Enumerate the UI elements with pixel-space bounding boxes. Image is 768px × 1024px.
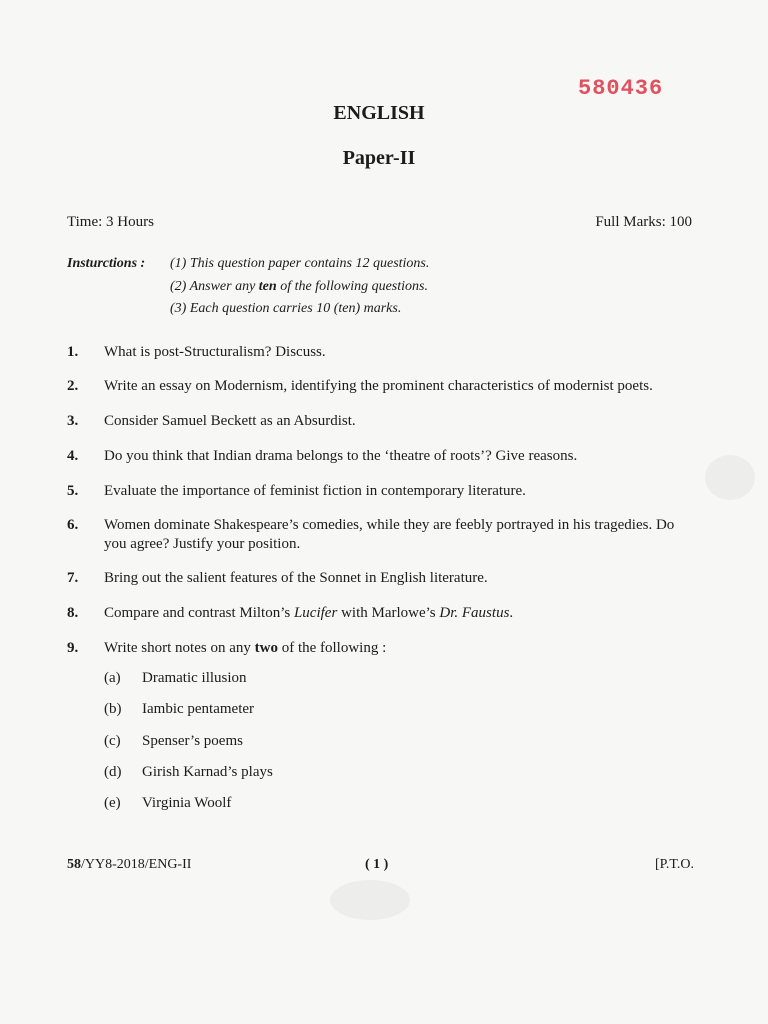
instruction-item: (3) Each question carries 10 (ten) marks. <box>170 301 402 316</box>
serial-number: 580436 <box>578 76 664 101</box>
question-number: 5. <box>67 483 79 499</box>
subitem-d: (d) Girish Karnad’s plays <box>104 764 273 780</box>
question-text: Consider Samuel Beckett as an Absurdist. <box>104 413 356 429</box>
page-number: ( 1 ) <box>365 857 389 872</box>
question-5 <box>67 482 697 501</box>
question-4 <box>67 447 697 466</box>
question-text: Bring out the salient features of the Sonnet in English literature. <box>104 570 488 586</box>
question-number: 8. <box>67 605 79 621</box>
question-number: 1. <box>67 344 79 360</box>
question-number: 3. <box>67 413 79 429</box>
paper-code: 58/YY8-2018/ENG-II <box>67 857 192 872</box>
question-3 <box>67 412 697 431</box>
paper-smudge <box>705 455 755 500</box>
subitem-b: (b) Iambic pentameter <box>104 701 255 717</box>
question-text: Women dominate Shakespeare’s comedies, while they are feebly portrayed in his tragedies. Do you agree? Justify your position. <box>104 517 675 552</box>
instruction-item: (2) Answer any ten of the following questions. <box>170 279 428 294</box>
instructions-label: Insturctions : <box>67 256 146 271</box>
question-8 <box>67 604 697 623</box>
subitem-e: (e) Virginia Woolf <box>104 795 232 811</box>
question-9 <box>67 639 697 658</box>
question-text: Write short notes on any two of the following : <box>104 640 387 656</box>
question-1 <box>67 343 697 362</box>
subject-title: ENGLISH <box>333 102 425 124</box>
time-allowed: Time: 3 Hours <box>67 214 154 230</box>
subitem-c: (c) Spenser’s poems <box>104 733 243 749</box>
question-text: Evaluate the importance of feminist fiction in contemporary literature. <box>104 483 526 499</box>
paper-title: Paper-II <box>342 147 416 169</box>
question-number: 4. <box>67 448 79 464</box>
please-turn-over: [P.T.O. <box>654 857 694 872</box>
question-number: 2. <box>67 378 79 394</box>
question-text: Do you think that Indian drama belongs to the ‘theatre of roots’? Give reasons. <box>104 448 578 464</box>
question-7 <box>67 569 697 588</box>
question-text: Compare and contrast Milton’s Lucifer with Marlowe’s Dr. Faustus. <box>104 605 514 621</box>
question-number: 7. <box>67 570 79 586</box>
instruction-item: (1) This question paper contains 12 questions. <box>170 256 430 271</box>
question-text: What is post-Structuralism? Discuss. <box>104 344 326 360</box>
subitem-a: (a) Dramatic illusion <box>104 670 247 686</box>
question-number: 9. <box>67 640 79 656</box>
paper-smudge <box>330 880 410 920</box>
question-6 <box>67 516 697 554</box>
question-2 <box>67 377 697 396</box>
question-number: 6. <box>67 517 79 533</box>
full-marks: Full Marks: 100 <box>595 214 692 230</box>
question-text: Write an essay on Modernism, identifying the prominent characteristics of modernist poets. <box>104 378 653 394</box>
